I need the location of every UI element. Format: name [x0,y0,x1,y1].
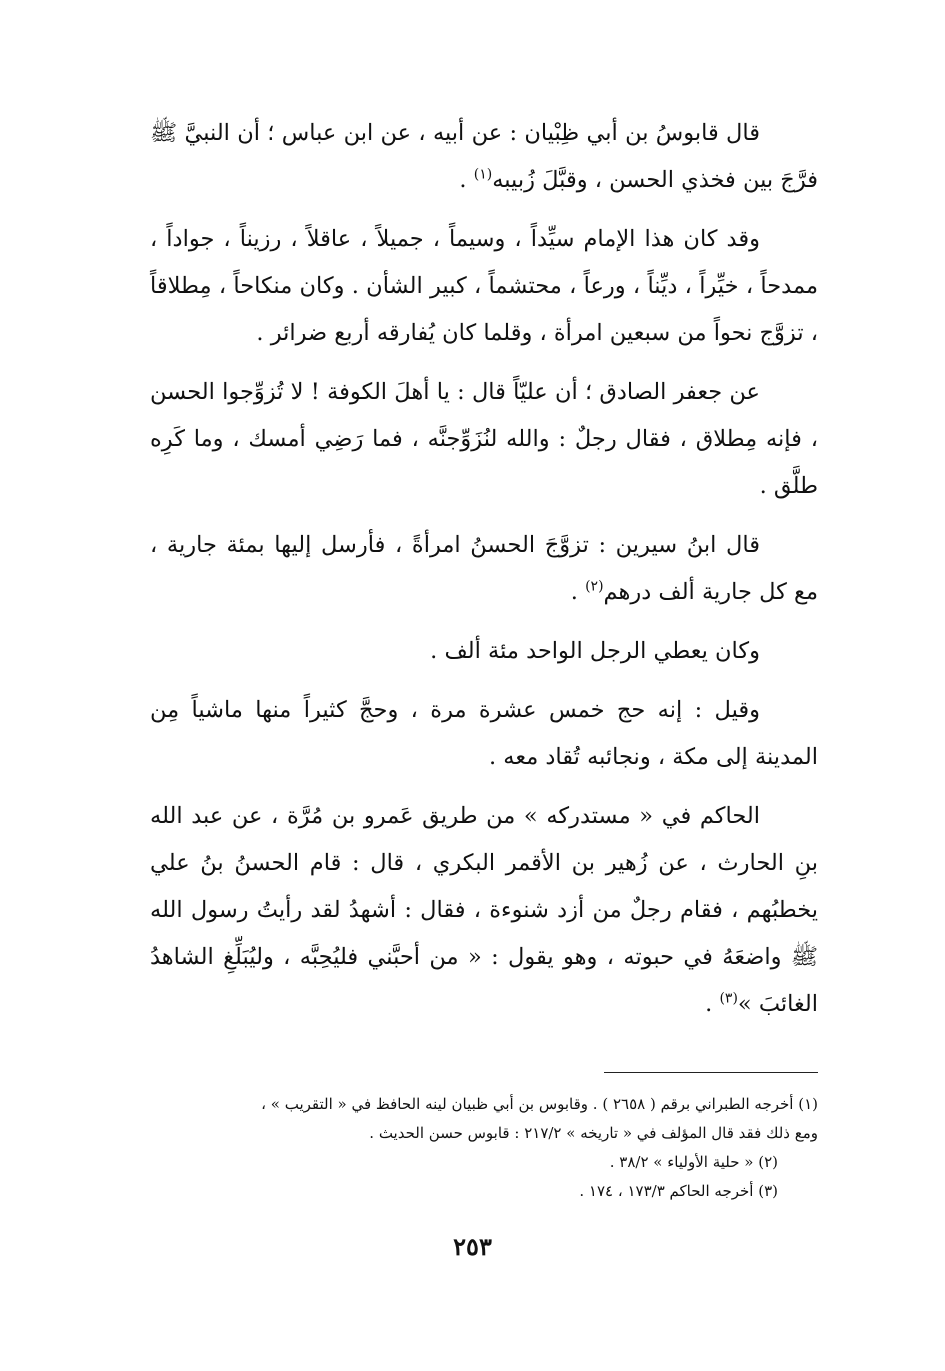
footnote-ref-3[interactable]: (٣) [719,990,738,1007]
footnote-2: (٢) « حلية الأولياء » ٣٨/٢ . [609,1153,778,1171]
paragraph-2: وقد كان هذا الإمام سيِّداً ، وسيماً ، جميلاً ، عاقلاً ، رزيناً ، جواداً ، ممدحاً ، خيِّراً ، ديِّناً ، ورعاً ، محتشماً ، كبير الشأن . وكان منكاحاً ، مِطلاقاً ، تزوَّج نحواً من سبعين امرأة ، وقلما كان يُفارقه أربع ضرائر . [150,226,818,346]
paragraph-4: قال ابنُ سيرين : تزوَّجَ الحسنُ امرأةً ، فأرسل إليها بمئة جارية ، مع كل جارية ألف درهم$^{(٢)}$ . [150,532,818,605]
footnote-1: (١) أخرجه الطبراني برقم ( ٢٦٥٨ ) . وقابوس بن أبي ظبيان لينه الحافظ في « التقريب » ، [261,1095,818,1113]
main-text [150,110,818,1040]
footnote-3: (٣) أخرجه الحاكم ١٧٣/٣ ، ١٧٤ . [579,1182,778,1200]
page-number: ٢٥٣ [453,1232,492,1261]
paragraph-1: قال قابوسُ بن أبي ظِبْيان : عن أبيه ، عن ابن عباس ؛ أن النبيَّ ﷺ فرَّجَ بين فخذي الحسن ، وقبَّلَ زُبيبه$^{(١)}$ . [150,120,818,193]
footnote-separator [604,1072,818,1073]
paragraph-3: عن جعفر الصادق ؛ أن عليّاً قال : يا أهلَ الكوفة ! لا تُزوِّجوا الحسن ، فإنه مِطلاق ، فقال رجلٌ : والله لنُزَوِّجنَّه ، فما رَضِي أمسك ، وما كَرِه طلَّق . [150,379,818,499]
footnote-ref-2[interactable]: (٢) [585,578,604,595]
paragraph-5: وكان يعطي الرجل الواحد مئة ألف . [430,638,760,664]
footnote-ref-1[interactable]: (١) [473,166,493,183]
paragraph-7: الحاكم في « مستدركه » من طريق عَمرو بن مُرَّة ، عن عبد الله بنِ الحارث ، عن زُهير بن الأقمر البكري ، قال : قام الحسنُ بنُ علي يخطبُهم ، فقام رجلٌ من أزد شنوءة ، فقال : أشهدُ لقد رأيتُ رسول الله ﷺ واضعَهُ في حبوته ، وهو يقول : « من أحبَّني فليُحِبَّه ، وليُبَلِّغِ الشاهدُ الغائبَ »$^{(٣)}$ . [150,803,818,1017]
footnote-1-continued: ومع ذلك فقد قال المؤلف في « تاريخه » ٢١٧/٢ : قابوس حسن الحديث . [369,1124,818,1142]
footnotes [150,1090,818,1206]
paragraph-6: وقيل : إنه حج خمس عشرة مرة ، وحجَّ كثيراً منها ماشياً مِن المدينة إلى مكة ، ونجائبه تُقاد معه . [150,697,818,770]
